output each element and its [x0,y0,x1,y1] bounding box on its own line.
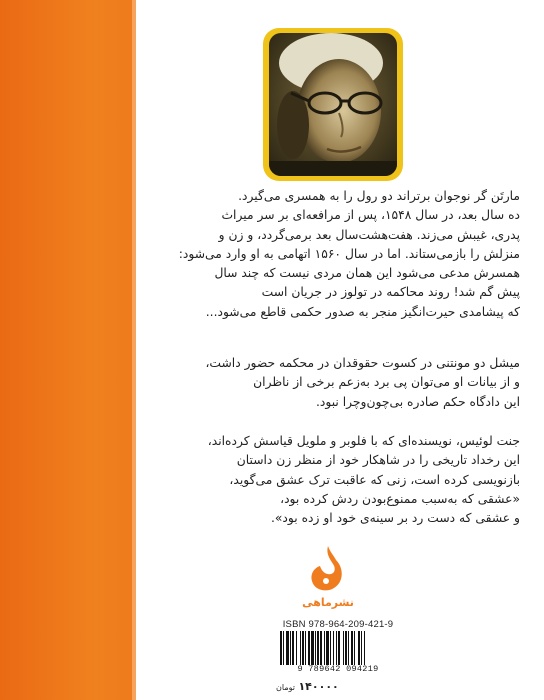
blurb-line: پدری، غیبش می‌زند. هفت‌هشت‌سال بعد برمی‌گردد، و زن و [218,227,520,242]
barcode-digits: 9 789642 094219 [297,664,379,674]
barcode-bar [343,631,344,665]
spine-edge [132,0,136,700]
barcode [278,631,398,665]
orange-spine [0,0,136,700]
blurb-line: پیش گم شد! روند محاکمه در تولوز در جریان است [261,285,520,300]
barcode-bar [283,631,284,665]
publisher-logo-text: نشرماهی [302,596,354,609]
author-photo-frame [263,28,403,181]
blurb-paragraph-2 [150,354,520,412]
blurb-line: جنت لوئیس، نویسنده‌ای که با فلوبر و ملویل قیاسش کرده‌اند، [207,434,520,448]
barcode-bar [317,631,319,665]
barcode-bar [348,631,349,665]
price [276,680,339,693]
author-photo [269,33,397,176]
barcode-bar [338,631,340,665]
price-currency: تومان [276,683,295,692]
barcode-bar [364,631,365,665]
fish-logo-icon [300,544,356,596]
barcode-bar [286,631,289,665]
blurb-line: این دادگاه حکم صادره بی‌چون‌وچرا نبود. [315,394,520,409]
barcode-bar [290,631,291,665]
barcode-bar [351,631,353,665]
barcode-bar [308,631,310,665]
barcode-bar [326,631,329,665]
barcode-bar [345,631,347,665]
isbn-text: ISBN 978-964-209-421-9 [282,619,394,630]
blurb-line: میشل دو مونتنی در کسوت حقوقدان در محکمه حضور داشت، [205,356,520,370]
barcode-bar [315,631,316,665]
blurb-line: بازنویسی کرده است، زنی که عاقبت ترک عشق می‌گوید، [229,472,520,487]
barcode-bar [296,631,297,665]
blurb-line: و عشقی که دست رد بر سینه‌ی خود او زده بود». [271,511,520,526]
barcode-bar [300,631,301,665]
blurb-line: همسرش مدعی می‌شود این همان مردی نیست که چند سال [214,266,520,281]
barcode-bar [311,631,314,665]
barcode-bar [324,631,325,665]
blurb-line: منزلش را بازمی‌ستاند. اما در سال ۱۵۶۰ اتهامی به او وارد می‌شود: [178,246,520,261]
isbn-barcode-box [274,619,402,675]
blurb-line: این رخداد تاریخی را در شاهکار خود از منظر زن داستان [236,453,520,468]
barcode-bar [358,631,360,665]
blurb-line: «عشقی که به‌سبب ممنوع‌بودن ردش کرده بود، [280,491,520,506]
barcode-bar [292,631,294,665]
barcode-bar [330,631,331,665]
barcode-bar [336,631,337,665]
blurb-line: و از بیانات او می‌توان پی برد به‌زعم برخی از ناظران [253,375,520,390]
barcode-bar [305,631,306,665]
price-amount: ۱۴۰۰۰۰ [298,680,339,693]
barcode-bar [302,631,304,665]
barcode-bar [333,631,334,665]
publisher-logo [300,544,356,616]
blurb-line: که پیشامدی حیرت‌انگیز منجر به صدور حکمی قاطع می‌شود... [205,304,520,319]
blurb-line: ده سال بعد، در سال ۱۵۴۸، پس از مرافعه‌ای بر سر میراث [221,208,520,223]
barcode-bar [280,631,282,665]
barcode-bar [354,631,355,665]
blurb-line: مارتَن گر نوجوان برتراند دو رول را به همسری می‌گیرد. [238,189,520,203]
barcode-bar [320,631,322,665]
barcode-bar [361,631,362,665]
blurb-paragraph-3 [150,432,520,528]
blurb-paragraph-1 [150,187,520,322]
